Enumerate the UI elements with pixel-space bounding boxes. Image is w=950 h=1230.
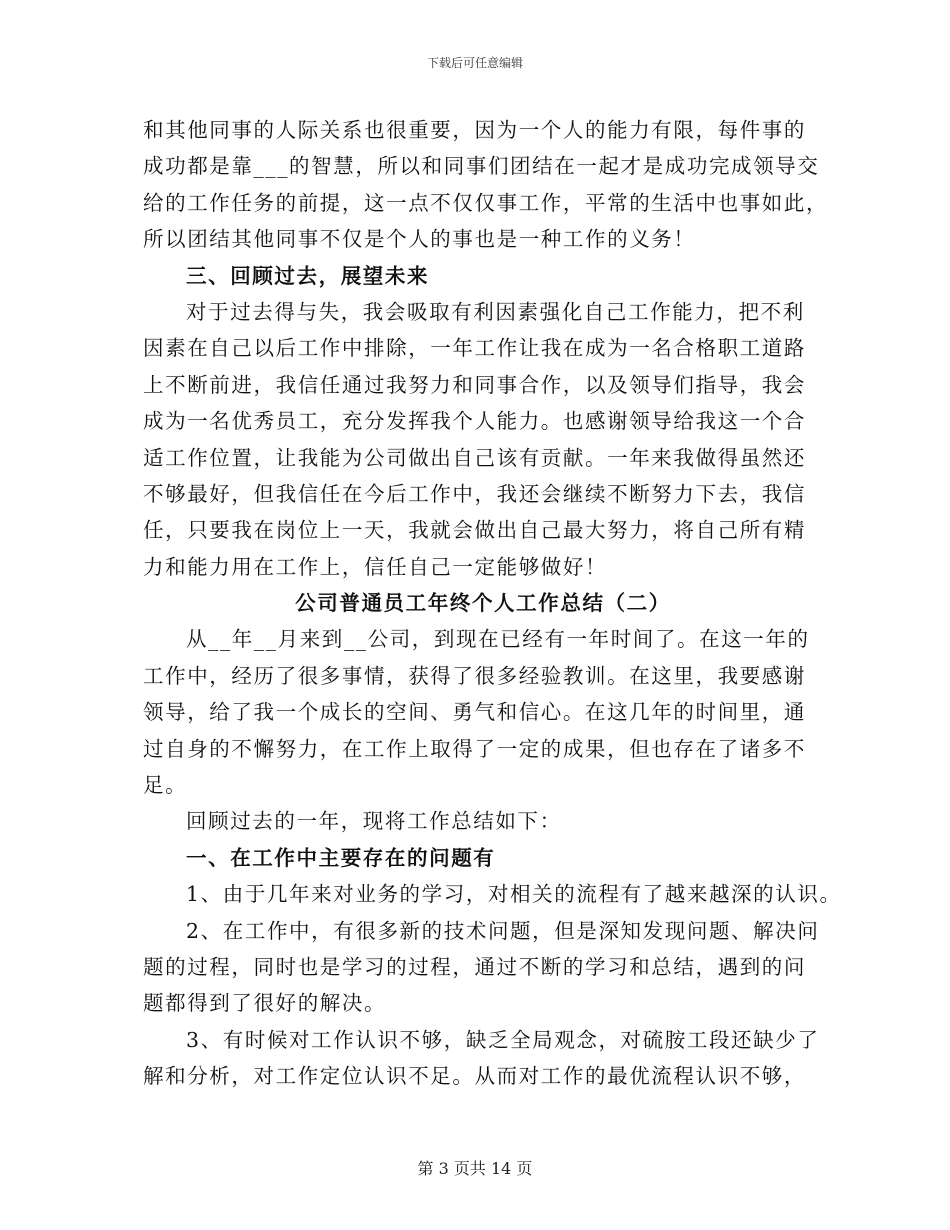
body-line: 成为一名优秀员工，充分发挥我个人能力。也感谢领导给我这一个合	[143, 409, 806, 434]
page-header: 下载后可任意编辑	[426, 56, 523, 70]
body-line: 解和分析，对工作定位认识不足。从而对工作的最优流程认识不够，	[143, 1064, 806, 1089]
list-item: 3、有时候对工作认识不够，缺乏全局观念，对硫胺工段还缺少了	[186, 1027, 820, 1052]
body-line: 对于过去得与失，我会吸取有利因素强化自己工作能力，把不利	[186, 299, 805, 324]
body-line: 所以团结其他同事不仅是个人的事也是一种工作的义务！	[143, 227, 696, 252]
body-line: 回顾过去的一年，现将工作总结如下：	[186, 809, 562, 834]
body-line: 工作中，经历了很多事情，获得了很多经验教训。在这里，我要感谢	[143, 663, 806, 688]
body-line: 不够最好，但我信任在今后工作中，我还会继续不断努力下去，我信	[143, 481, 806, 506]
body-line: 领导，给了我一个成长的空间、勇气和信心。在这几年的时间里，通	[143, 700, 806, 725]
document-title: 公司普通员工年终个人工作总结（二）	[295, 591, 671, 616]
body-line: 和其他同事的人际关系也很重要，因为一个人的能力有限，每件事的	[143, 118, 806, 142]
list-item: 2、在工作中，有很多新的技术问题，但是深知发现问题、解决问	[186, 918, 820, 943]
body-line: 题都得到了很好的解决。	[143, 991, 387, 1016]
body-line: 过自身的不懈努力，在工作上取得了一定的成果，但也存在了诸多不	[143, 736, 806, 761]
list-item: 1、由于几年来对业务的学习，对相关的流程有了越来越深的认识。	[186, 882, 842, 907]
body-line: 成功都是靠___的智慧，所以和同事们团结在一起才是成功完成领导交	[143, 154, 820, 179]
body-line: 上不断前进，我信任通过我努力和同事合作，以及领导们指导，我会	[143, 372, 806, 397]
page-footer: 第 3 页共 14 页	[417, 1159, 533, 1178]
body-line: 因素在自己以后工作中排除，一年工作让我在成为一名合格职工道路	[143, 336, 806, 361]
section-heading: 三、回顾过去，展望未来	[186, 263, 430, 288]
document-body	[143, 112, 842, 1095]
body-line: 给的工作任务的前提，这一点不仅仅事工作，平常的生活中也事如此，	[143, 190, 829, 215]
section-heading: 一、在工作中主要存在的问题有	[186, 845, 496, 870]
body-line: 足。	[143, 773, 188, 798]
body-line: 适工作位置，让我能为公司做出自己该有贡献。一年来我做得虽然还	[143, 445, 806, 470]
body-line: 题的过程，同时也是学习的过程，通过不断的学习和总结，遇到的问	[143, 954, 806, 979]
body-line: 任，只要我在岗位上一天，我就会做出自己最大努力，将自己所有精	[143, 518, 806, 543]
body-line: 从__年__月来到__公司，到现在已经有一年时间了。在这一年的	[186, 627, 810, 652]
body-line: 力和能力用在工作上，信任自己一定能够做好！	[143, 554, 608, 579]
